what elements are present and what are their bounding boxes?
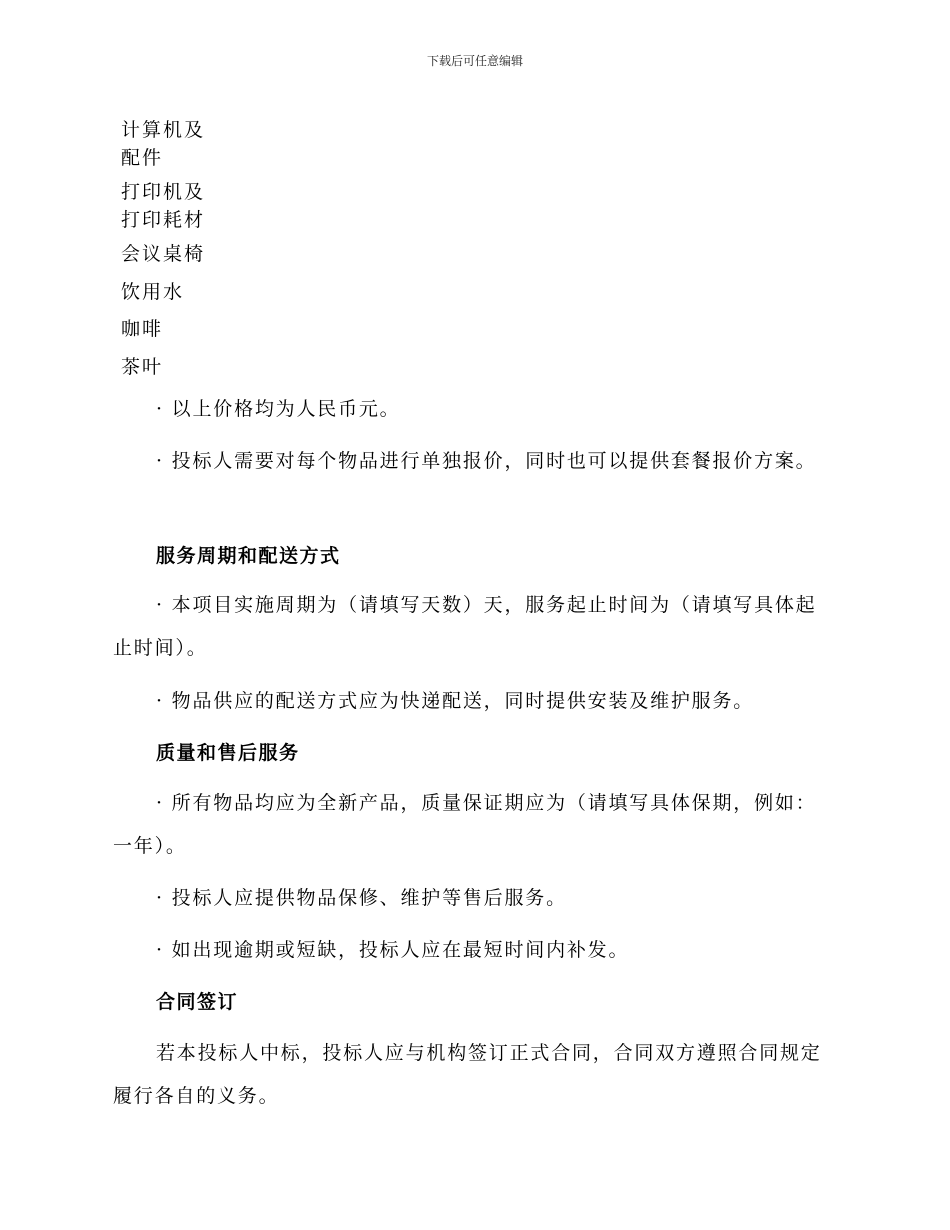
list-item bbox=[121, 353, 163, 381]
list-item bbox=[121, 116, 205, 172]
section-heading-contract: 合同签订 bbox=[156, 991, 239, 1013]
section-heading-quality: 质量和售后服务 bbox=[156, 742, 300, 764]
list-item bbox=[121, 240, 205, 268]
quality-paragraph-aftersales: · 投标人应提供物品保修、维护等售后服务。 bbox=[156, 887, 567, 909]
contract-paragraph: 若本投标人中标，投标人应与机构签订正式合同，合同双方遵照合同规定履行各自的义务。 bbox=[113, 1042, 822, 1107]
item-label: 计算机及 bbox=[121, 119, 206, 141]
item-label: 配件 bbox=[121, 147, 164, 169]
item-label: 打印机及 bbox=[121, 181, 206, 203]
item-label: 茶叶 bbox=[121, 356, 164, 378]
pricing-note-quote: · 投标人需要对每个物品进行单独报价，同时也可以提供套餐报价方案。 bbox=[156, 450, 817, 472]
section-heading-service: 服务周期和配送方式 bbox=[156, 545, 341, 567]
quality-paragraph-warranty: · 所有物品均应为全新产品，质量保证期应为（请填写具体保期，例如：一年）。 bbox=[113, 792, 817, 857]
list-item bbox=[121, 278, 184, 306]
pricing-note-currency: · 以上价格均为人民币元。 bbox=[156, 398, 401, 420]
item-label: 饮用水 bbox=[121, 281, 185, 303]
page-header: 下载后可任意编辑 bbox=[426, 54, 523, 68]
list-item bbox=[121, 178, 205, 234]
service-paragraph-period: · 本项目实施周期为（请填写天数）天，服务起止时间为（请填写具体起止时间）。 bbox=[113, 594, 817, 659]
service-paragraph-delivery: · 物品供应的配送方式应为快递配送，同时提供安装及维护服务。 bbox=[156, 690, 755, 712]
item-label: 会议桌椅 bbox=[121, 243, 206, 265]
item-label: 咖啡 bbox=[121, 318, 164, 340]
item-label: 打印耗材 bbox=[121, 209, 206, 231]
quality-paragraph-reissue: · 如出现逾期或短缺，投标人应在最短时间内补发。 bbox=[156, 939, 630, 961]
list-item bbox=[121, 315, 163, 343]
